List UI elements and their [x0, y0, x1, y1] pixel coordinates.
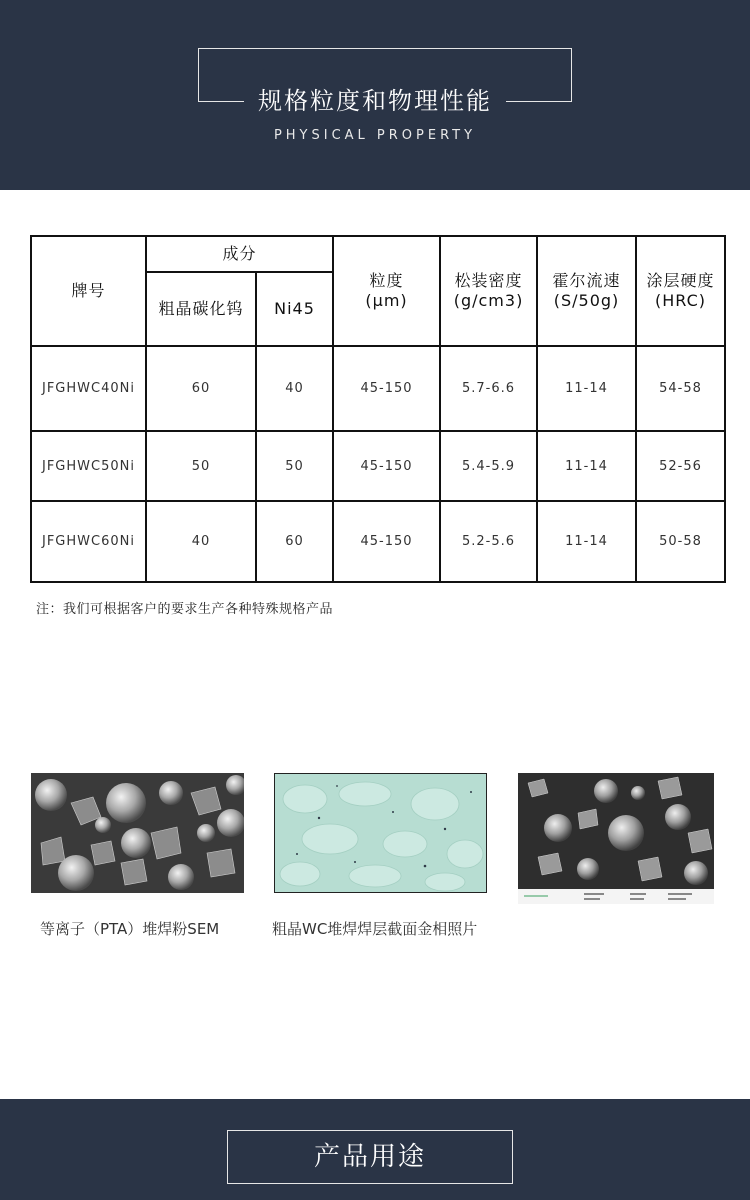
cell-grade: JFGHWC60Ni [31, 501, 146, 582]
cell-wc: 60 [146, 346, 256, 431]
header-hardness-unit: (HRC) [655, 291, 707, 310]
header-density-unit: (g/cm3) [453, 291, 524, 310]
metallographic-photo-image [274, 773, 487, 893]
caption-sem: 等离子（PTA）堆焊粉SEM [40, 920, 220, 938]
page-title: 规格粒度和物理性能 [0, 84, 750, 118]
header-size [333, 236, 440, 346]
header-wc: 粗晶碳化钨 [146, 272, 256, 346]
cell-density: 5.7-6.6 [440, 346, 537, 431]
header-density-label: 松装密度 [454, 271, 523, 290]
table-row [31, 501, 725, 582]
cell-ni: 50 [256, 431, 333, 501]
cell-grade: JFGHWC40Ni [31, 346, 146, 431]
sem-scale-photo-image [518, 773, 714, 904]
cell-density: 5.2-5.6 [440, 501, 537, 582]
caption-metallographic: 粗晶WC堆焊焊层截面金相照片 [272, 920, 478, 938]
cell-size: 45-150 [333, 431, 440, 501]
header-grade: 牌号 [31, 236, 146, 346]
footnote: 注：我们可根据客户的要求生产各种特殊规格产品 [36, 602, 334, 617]
header-size-label: 粒度 [369, 271, 404, 290]
cell-flow: 11-14 [537, 346, 636, 431]
table-row [31, 346, 725, 431]
footer-banner [0, 1099, 750, 1200]
footer-title: 产品用途 [313, 1142, 426, 1172]
header-hardness [636, 236, 725, 346]
cell-ni: 40 [256, 346, 333, 431]
header-size-unit: (μm) [365, 291, 408, 310]
cell-hardness: 50-58 [636, 501, 725, 582]
header-density [440, 236, 537, 346]
cell-grade: JFGHWC50Ni [31, 431, 146, 501]
spec-table [30, 235, 726, 583]
cell-size: 45-150 [333, 501, 440, 582]
table-row [31, 431, 725, 501]
cell-flow: 11-14 [537, 501, 636, 582]
sem-photo-image [31, 773, 244, 893]
header-flow-unit: (S/50g) [553, 291, 620, 310]
cell-size: 45-150 [333, 346, 440, 431]
cell-wc: 40 [146, 501, 256, 582]
header-flow [537, 236, 636, 346]
cell-flow: 11-14 [537, 431, 636, 501]
cell-wc: 50 [146, 431, 256, 501]
header-flow-label: 霍尔流速 [552, 271, 621, 290]
page-subtitle: PHYSICAL PROPERTY [273, 128, 477, 143]
header-hardness-label: 涂层硬度 [646, 271, 715, 290]
cell-ni: 60 [256, 501, 333, 582]
cell-density: 5.4-5.9 [440, 431, 537, 501]
cell-hardness: 52-56 [636, 431, 725, 501]
header-ni: Ni45 [256, 272, 333, 346]
header-banner [0, 0, 750, 190]
cell-hardness: 54-58 [636, 346, 725, 431]
header-composition: 成分 [146, 236, 333, 272]
